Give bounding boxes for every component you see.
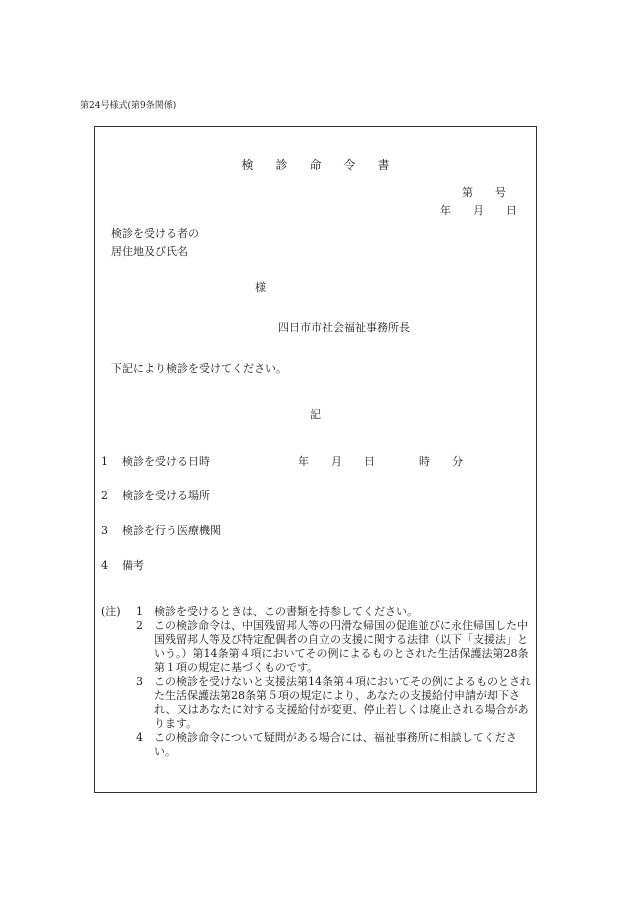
note-item	[101, 731, 533, 759]
item-value: 年 月 日 時 分	[298, 455, 463, 468]
item-label: 検診を受ける日時	[122, 455, 210, 468]
document-frame	[94, 126, 537, 793]
ki-heading: 記	[310, 408, 321, 421]
recipient-label-line1: 検診を受ける者の	[111, 227, 199, 240]
item-label: 検診を行う医療機関	[122, 524, 221, 537]
notes-heading: (注)	[101, 605, 121, 618]
document-title: 検診命令書	[241, 158, 412, 172]
document-number-line: 第 号	[462, 186, 506, 199]
item-number: 4	[101, 559, 108, 572]
note-text: この検診命令は、中国残留邦人等の円滑な帰国の促進並びに永住帰国した中国残留邦人等及び特定配偶者の自立の支援に関する法律（以下「支援法」という。）第14条第４項においてその例によるものとされた生活保護法第28条第１項の規定に基づくものです。	[154, 619, 529, 674]
note-number: 4	[136, 731, 143, 744]
item-number: 2	[101, 489, 108, 502]
note-text: この検診を受けないと支援法第14条第４項においてその例によるものとされた生活保護法第28条第５項の規定により、あなたの支援給付申請が却下され、又はあなたに対する支援給付が変更、停止若しくは廃止される場合があります。	[154, 675, 531, 730]
note-item	[101, 675, 533, 731]
recipient-label-line2: 居住地及び氏名	[111, 245, 188, 258]
form-number-label: 第24号様式(第9条関係)	[80, 101, 177, 111]
recipient-honorific: 様	[255, 281, 266, 294]
issuer-name: 四日市市社会福祉事務所長	[278, 321, 410, 334]
instruction-text: 下記により検診を受けてください。	[111, 362, 287, 375]
note-number: 3	[136, 675, 143, 688]
item-number: 3	[101, 524, 108, 537]
note-number: 2	[136, 619, 143, 632]
note-item	[101, 605, 533, 619]
item-label: 備考	[122, 559, 144, 572]
item-label: 検診を受ける場所	[122, 489, 210, 502]
item-number: 1	[101, 455, 108, 468]
note-text: 検診を受けるときは、この書類を持参してください。	[154, 605, 418, 618]
document-date-line: 年 月 日	[440, 204, 517, 217]
note-text: この検診命令について疑問がある場合には、福祉事務所に相談してください。	[154, 731, 517, 758]
notes-section	[101, 605, 533, 759]
note-number: 1	[136, 605, 143, 618]
note-item	[101, 619, 533, 675]
